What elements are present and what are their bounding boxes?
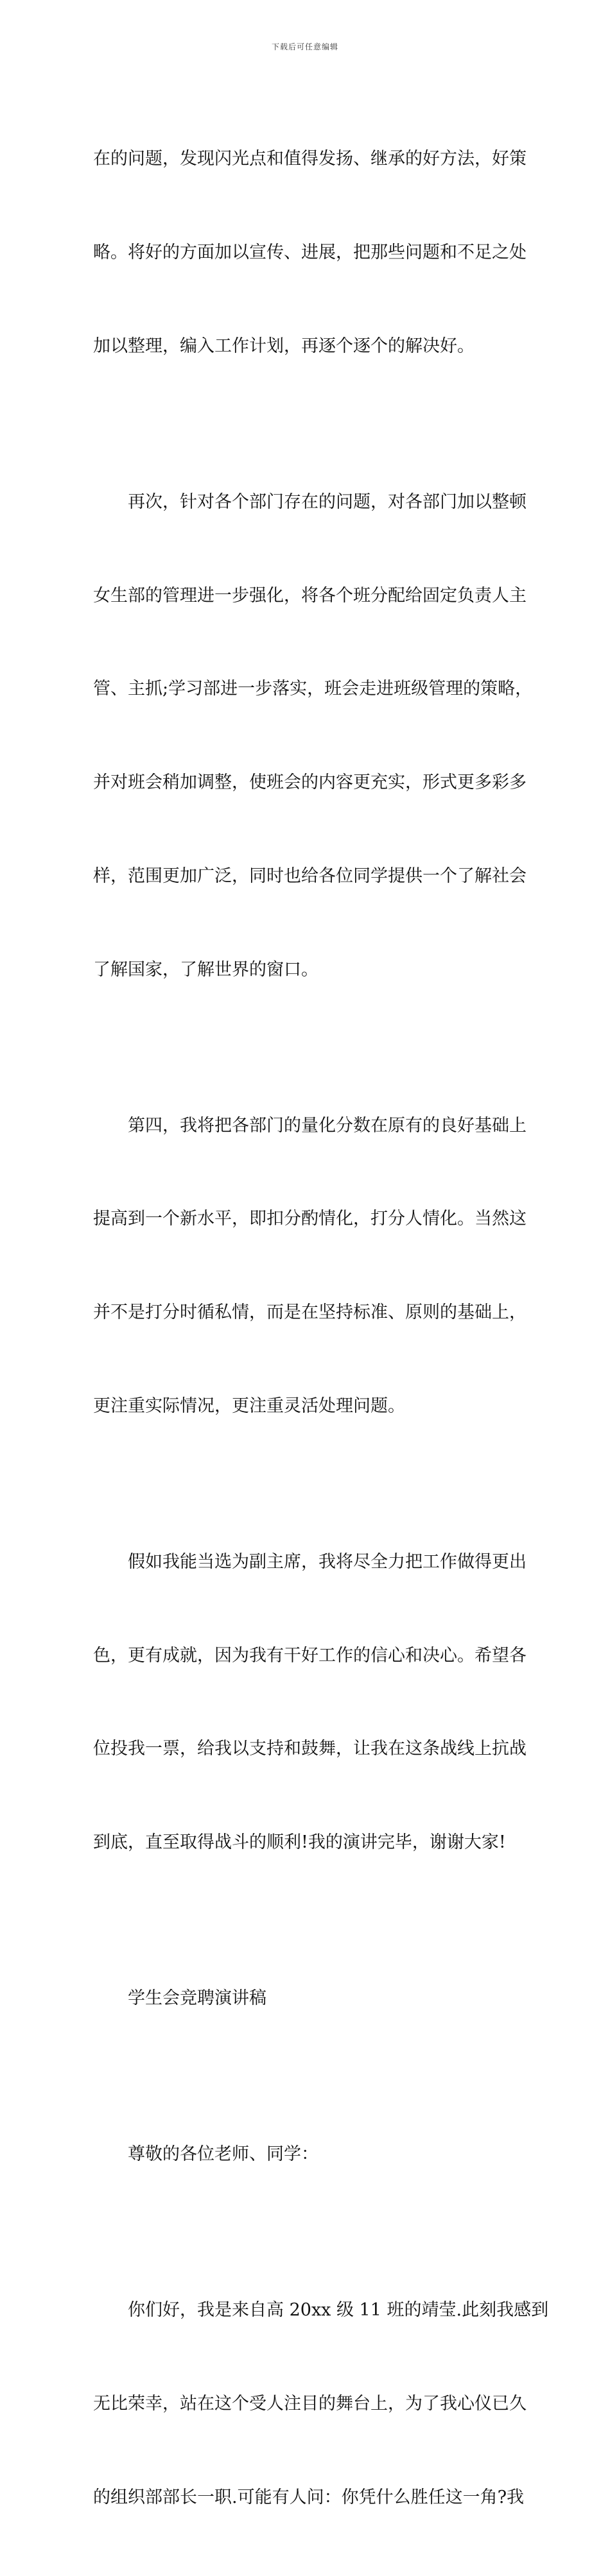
text-line: 无比荣幸，站在这个受人注目的舞台上，为了我心仪已久 <box>93 2393 527 2414</box>
page-header: 下载后可任意编辑 <box>271 42 338 51</box>
text-line: 提高到一个新水平，即扣分酌情化，打分人情化。当然这 <box>93 1209 527 1229</box>
paragraph <box>93 425 533 1048</box>
text-line: 了解国家，了解世界的窗口。 <box>93 959 318 980</box>
text-line: 略。将好的方面加以宣传、进展，把那些问题和不足之处 <box>93 242 527 262</box>
text-line: 再次，针对各个部门存在的问题，对各部门加以整顿 <box>128 491 527 512</box>
text-line: 位投我一票，给我以支持和鼓舞，让我在这条战线上抗战 <box>93 1739 527 1759</box>
paragraph <box>93 1048 527 1484</box>
text-line: 并不是打分时循私情，而是在坚持标准、原则的基础上， <box>93 1302 527 1323</box>
paragraph <box>93 2233 549 2576</box>
text-line: 更注重实际情况，更注重灵活处理问题。 <box>93 1395 405 1416</box>
text-line: 第四，我将把各部门的量化分数在原有的良好基础上 <box>128 1115 527 1136</box>
text-line: 管、主抓;学习部进一步落实，班会走进班级管理的策略， <box>93 679 533 699</box>
text-line: 在的问题，发现闪光点和值得发扬、继承的好方法，好策 <box>93 149 527 169</box>
text-line: 并对班会稍加调整，使班会的内容更充实，形式更多彩多 <box>93 772 527 793</box>
text-line: 色，更有成就，因为我有干好工作的信心和决心。希望各 <box>93 1645 527 1666</box>
text-line: 假如我能当选为副主席，我将尽全力把工作做得更出 <box>128 1551 527 1572</box>
paragraph <box>93 81 527 425</box>
text-line: 尊敬的各位老师、同学： <box>128 2144 318 2165</box>
section-title <box>93 1921 520 2077</box>
text-line: 加以整理，编入工作计划，再逐个逐个的解决好。 <box>93 336 475 356</box>
text-line: 的组织部部长一职.可能有人问：你凭什么胜任这一角?我 <box>93 2487 525 2507</box>
text-line: 你们好，我是来自高 20xx 级 11 班的靖莹.此刻我感到 <box>128 2300 549 2321</box>
text-line: 学生会竞聘演讲稿 <box>128 1988 266 2009</box>
salutation <box>93 2077 520 2233</box>
text-line: 女生部的管理进一步强化，将各个班分配给固定负责人主 <box>93 585 527 606</box>
text-line: 样，范围更加广泛，同时也给各位同学提供一个了解社会 <box>93 866 527 886</box>
document-body <box>93 81 549 2576</box>
paragraph <box>93 1485 527 1921</box>
text-line: 到底，直至取得战斗的顺利!我的演讲完毕，谢谢大家! <box>93 1832 506 1853</box>
